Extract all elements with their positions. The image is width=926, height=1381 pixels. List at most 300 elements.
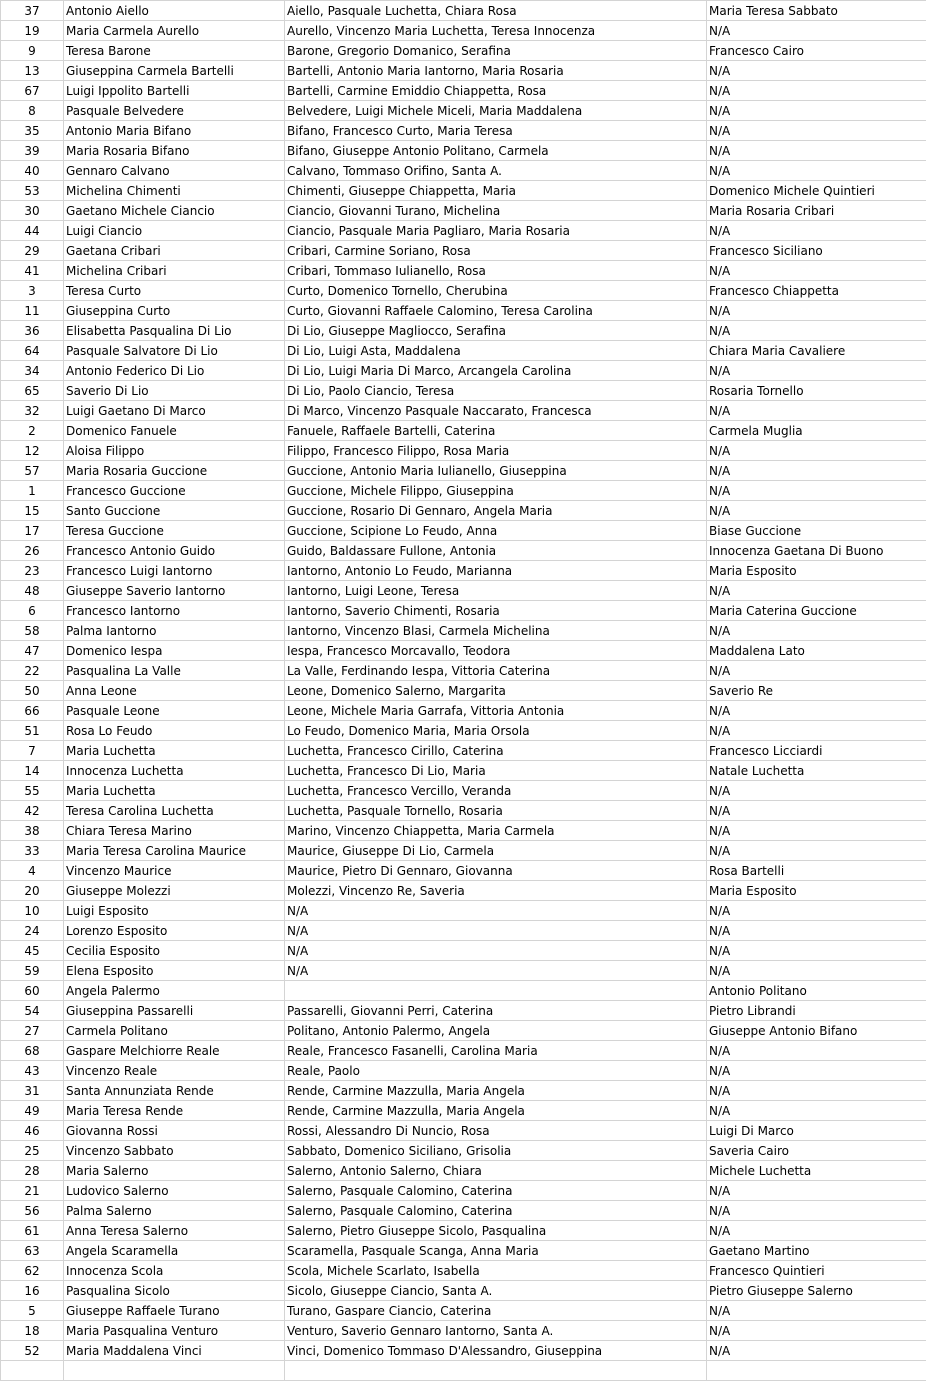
record-number-cell[interactable]: 64 (1, 341, 64, 361)
spouse-cell[interactable]: N/A (707, 401, 926, 421)
parents-cell[interactable]: Di Lio, Luigi Maria Di Marco, Arcangela Carolina (285, 361, 707, 381)
parents-cell[interactable]: Salerno, Pietro Giuseppe Sicolo, Pasqualina (285, 1221, 707, 1241)
spouse-cell[interactable]: N/A (707, 261, 926, 281)
table-row (1, 561, 926, 581)
person-name-cell[interactable]: Vincenzo Sabbato (64, 1141, 285, 1161)
table-row (1, 721, 926, 741)
spouse-cell[interactable]: Saverio Re (707, 681, 926, 701)
spouse-cell[interactable]: Francesco Licciardi (707, 741, 926, 761)
spouse-cell[interactable]: N/A (707, 101, 926, 121)
parents-cell[interactable]: Di Lio, Paolo Ciancio, Teresa (285, 381, 707, 401)
parents-cell[interactable]: Calvano, Tommaso Orifino, Santa A. (285, 161, 707, 181)
person-name-cell[interactable]: Maria Rosaria Guccione (64, 461, 285, 481)
parents-cell[interactable]: Leone, Michele Maria Garrafa, Vittoria Antonia (285, 701, 707, 721)
spouse-cell[interactable]: N/A (707, 501, 926, 521)
person-name-cell[interactable]: Pasquale Belvedere (64, 101, 285, 121)
parents-cell[interactable]: Bartelli, Carmine Emiddio Chiappetta, Rosa (285, 81, 707, 101)
parents-cell[interactable]: La Valle, Ferdinando Iespa, Vittoria Caterina (285, 661, 707, 681)
table-row (1, 521, 926, 541)
person-name-cell[interactable]: Giuseppina Curto (64, 301, 285, 321)
parents-cell[interactable]: Di Lio, Giuseppe Magliocco, Serafina (285, 321, 707, 341)
record-number-cell[interactable]: 1 (1, 481, 64, 501)
parents-cell[interactable]: Di Marco, Vincenzo Pasquale Naccarato, Francesca (285, 401, 707, 421)
table-row (1, 181, 926, 201)
parents-cell[interactable]: Iespa, Francesco Morcavallo, Teodora (285, 641, 707, 661)
record-number-cell[interactable]: 12 (1, 441, 64, 461)
person-name-cell[interactable]: Giovanna Rossi (64, 1121, 285, 1141)
table-row (1, 401, 926, 421)
spouse-cell[interactable]: N/A (707, 661, 926, 681)
person-name-cell[interactable]: Francesco Guccione (64, 481, 285, 501)
parents-cell[interactable]: Bifano, Francesco Curto, Maria Teresa (285, 121, 707, 141)
parents-cell[interactable]: Iantorno, Vincenzo Blasi, Carmela Michelina (285, 621, 707, 641)
record-number-cell[interactable]: 60 (1, 981, 64, 1001)
spouse-cell[interactable]: N/A (707, 961, 926, 981)
parents-cell[interactable]: Aiello, Pasquale Luchetta, Chiara Rosa (285, 1, 707, 21)
person-name-cell[interactable]: Teresa Barone (64, 41, 285, 61)
spouse-cell[interactable]: N/A (707, 1201, 926, 1221)
person-name-cell[interactable]: Carmela Politano (64, 1021, 285, 1041)
person-name-cell[interactable]: Giuseppina Passarelli (64, 1001, 285, 1021)
person-name-cell[interactable]: Antonio Federico Di Lio (64, 361, 285, 381)
table-row (1, 1261, 926, 1281)
record-number-cell[interactable]: 23 (1, 561, 64, 581)
person-name-cell[interactable]: Maria Maddalena Vinci (64, 1341, 285, 1361)
person-name-cell[interactable]: Francesco Antonio Guido (64, 541, 285, 561)
table-row (1, 221, 926, 241)
person-name-cell[interactable]: Vincenzo Reale (64, 1061, 285, 1081)
parents-cell[interactable]: Rende, Carmine Mazzulla, Maria Angela (285, 1081, 707, 1101)
table-row (1, 981, 926, 1001)
person-name-cell[interactable]: Gaetano Michele Ciancio (64, 201, 285, 221)
record-number-cell[interactable]: 67 (1, 81, 64, 101)
spouse-cell[interactable]: Innocenza Gaetana Di Buono (707, 541, 926, 561)
spouse-cell[interactable]: Chiara Maria Cavaliere (707, 341, 926, 361)
spouse-cell[interactable]: N/A (707, 1181, 926, 1201)
spouse-cell[interactable]: Francesco Cairo (707, 41, 926, 61)
parents-cell[interactable]: Guccione, Rosario Di Gennaro, Angela Maria (285, 501, 707, 521)
record-number-cell[interactable]: 50 (1, 681, 64, 701)
person-name-cell[interactable]: Maria Luchetta (64, 741, 285, 761)
parents-cell[interactable]: Sicolo, Giuseppe Ciancio, Santa A. (285, 1281, 707, 1301)
record-number-cell[interactable]: 42 (1, 801, 64, 821)
spouse-cell[interactable]: Rosaria Tornello (707, 381, 926, 401)
person-name-cell[interactable]: Innocenza Scola (64, 1261, 285, 1281)
spouse-cell[interactable]: Maria Esposito (707, 881, 926, 901)
person-name-cell[interactable]: Maria Salerno (64, 1161, 285, 1181)
parents-cell[interactable]: Rende, Carmine Mazzulla, Maria Angela (285, 1101, 707, 1121)
person-name-cell[interactable]: Chiara Teresa Marino (64, 821, 285, 841)
person-name-cell[interactable]: Domenico Iespa (64, 641, 285, 661)
person-name-cell[interactable]: Angela Palermo (64, 981, 285, 1001)
person-name-cell[interactable]: Luigi Ciancio (64, 221, 285, 241)
parents-cell[interactable]: Politano, Antonio Palermo, Angela (285, 1021, 707, 1041)
parents-cell[interactable]: Bartelli, Antonio Maria Iantorno, Maria Rosaria (285, 61, 707, 81)
record-number-cell[interactable]: 4 (1, 861, 64, 881)
parents-cell[interactable]: Belvedere, Luigi Michele Miceli, Maria Maddalena (285, 101, 707, 121)
parents-cell[interactable]: Luchetta, Pasquale Tornello, Rosaria (285, 801, 707, 821)
parents-cell[interactable]: Salerno, Pasquale Calomino, Caterina (285, 1201, 707, 1221)
record-number-cell[interactable]: 62 (1, 1261, 64, 1281)
record-number-cell[interactable]: 28 (1, 1161, 64, 1181)
spouse-cell[interactable]: Michele Luchetta (707, 1161, 926, 1181)
spouse-cell[interactable]: Maria Rosaria Cribari (707, 201, 926, 221)
record-number-cell[interactable]: 27 (1, 1021, 64, 1041)
table-row (1, 881, 926, 901)
spouse-cell[interactable]: N/A (707, 801, 926, 821)
record-number-cell[interactable]: 14 (1, 761, 64, 781)
person-name-cell[interactable]: Saverio Di Lio (64, 381, 285, 401)
parents-cell[interactable]: Guccione, Scipione Lo Feudo, Anna (285, 521, 707, 541)
person-name-cell[interactable]: Luigi Esposito (64, 901, 285, 921)
spouse-cell[interactable]: Saveria Cairo (707, 1141, 926, 1161)
person-name-cell[interactable]: Francesco Iantorno (64, 601, 285, 621)
parents-cell[interactable]: Maurice, Giuseppe Di Lio, Carmela (285, 841, 707, 861)
spouse-cell[interactable]: Carmela Muglia (707, 421, 926, 441)
parents-cell[interactable]: Rossi, Alessandro Di Nuncio, Rosa (285, 1121, 707, 1141)
record-number-cell[interactable]: 47 (1, 641, 64, 661)
record-number-cell[interactable]: 37 (1, 1, 64, 21)
spouse-cell[interactable]: N/A (707, 1041, 926, 1061)
spouse-cell[interactable]: N/A (707, 621, 926, 641)
record-number-cell[interactable]: 30 (1, 201, 64, 221)
person-name-cell[interactable]: Maria Carmela Aurello (64, 21, 285, 41)
parents-cell[interactable]: Vinci, Domenico Tommaso D'Alessandro, Giuseppina (285, 1341, 707, 1361)
person-name-cell[interactable]: Pasquale Salvatore Di Lio (64, 341, 285, 361)
record-number-cell[interactable] (1, 1361, 64, 1381)
table-row (1, 241, 926, 261)
record-number-cell[interactable]: 26 (1, 541, 64, 561)
spouse-cell[interactable]: N/A (707, 61, 926, 81)
person-name-cell[interactable] (64, 1361, 285, 1381)
parents-cell[interactable] (285, 981, 707, 1001)
spouse-cell[interactable]: N/A (707, 841, 926, 861)
parents-cell[interactable]: Aurello, Vincenzo Maria Luchetta, Teresa Innocenza (285, 21, 707, 41)
person-name-cell[interactable]: Giuseppe Raffaele Turano (64, 1301, 285, 1321)
record-number-cell[interactable]: 68 (1, 1041, 64, 1061)
person-name-cell[interactable]: Palma Salerno (64, 1201, 285, 1221)
spouse-cell[interactable]: N/A (707, 1221, 926, 1241)
person-name-cell[interactable]: Luigi Gaetano Di Marco (64, 401, 285, 421)
table-row (1, 661, 926, 681)
person-name-cell[interactable]: Maria Luchetta (64, 781, 285, 801)
record-number-cell[interactable]: 16 (1, 1281, 64, 1301)
parents-cell[interactable]: Fanuele, Raffaele Bartelli, Caterina (285, 421, 707, 441)
parents-cell[interactable] (285, 1361, 707, 1381)
spouse-cell[interactable]: Domenico Michele Quintieri (707, 181, 926, 201)
record-number-cell[interactable]: 33 (1, 841, 64, 861)
table-row (1, 1161, 926, 1181)
person-name-cell[interactable]: Maria Pasqualina Venturo (64, 1321, 285, 1341)
spouse-cell[interactable]: N/A (707, 1101, 926, 1121)
record-number-cell[interactable]: 57 (1, 461, 64, 481)
record-number-cell[interactable]: 6 (1, 601, 64, 621)
parents-cell[interactable]: Marino, Vincenzo Chiappetta, Maria Carmela (285, 821, 707, 841)
record-number-cell[interactable]: 22 (1, 661, 64, 681)
person-name-cell[interactable]: Antonio Maria Bifano (64, 121, 285, 141)
parents-cell[interactable]: N/A (285, 921, 707, 941)
record-number-cell[interactable]: 17 (1, 521, 64, 541)
table-row (1, 741, 926, 761)
record-number-cell[interactable]: 48 (1, 581, 64, 601)
spouse-cell[interactable]: N/A (707, 481, 926, 501)
parents-cell[interactable]: Reale, Paolo (285, 1061, 707, 1081)
person-name-cell[interactable]: Giuseppe Molezzi (64, 881, 285, 901)
parents-cell[interactable]: Ciancio, Pasquale Maria Pagliaro, Maria Rosaria (285, 221, 707, 241)
parents-cell[interactable]: N/A (285, 941, 707, 961)
record-number-cell[interactable]: 65 (1, 381, 64, 401)
person-name-cell[interactable]: Elisabetta Pasqualina Di Lio (64, 321, 285, 341)
record-number-cell[interactable]: 31 (1, 1081, 64, 1101)
table-row (1, 1181, 926, 1201)
record-number-cell[interactable]: 25 (1, 1141, 64, 1161)
record-number-cell[interactable]: 40 (1, 161, 64, 181)
parents-cell[interactable]: Leone, Domenico Salerno, Margarita (285, 681, 707, 701)
record-number-cell[interactable]: 38 (1, 821, 64, 841)
spouse-cell[interactable]: N/A (707, 1301, 926, 1321)
parents-cell[interactable]: Turano, Gaspare Ciancio, Caterina (285, 1301, 707, 1321)
person-name-cell[interactable]: Maria Teresa Rende (64, 1101, 285, 1121)
spouse-cell[interactable]: Rosa Bartelli (707, 861, 926, 881)
person-name-cell[interactable]: Anna Teresa Salerno (64, 1221, 285, 1241)
table-row (1, 461, 926, 481)
table-row (1, 701, 926, 721)
table-row (1, 601, 926, 621)
parents-cell[interactable]: N/A (285, 901, 707, 921)
parents-cell[interactable]: Iantorno, Luigi Leone, Teresa (285, 581, 707, 601)
parents-cell[interactable]: Passarelli, Giovanni Perri, Caterina (285, 1001, 707, 1021)
spouse-cell[interactable]: Maddalena Lato (707, 641, 926, 661)
spouse-cell[interactable]: N/A (707, 221, 926, 241)
person-name-cell[interactable]: Pasqualina Sicolo (64, 1281, 285, 1301)
spouse-cell[interactable]: N/A (707, 901, 926, 921)
person-name-cell[interactable]: Pasqualina La Valle (64, 661, 285, 681)
parents-cell[interactable]: Curto, Domenico Tornello, Cherubina (285, 281, 707, 301)
parents-cell[interactable]: Sabbato, Domenico Siciliano, Grisolia (285, 1141, 707, 1161)
table-row (1, 921, 926, 941)
person-name-cell[interactable]: Luigi Ippolito Bartelli (64, 81, 285, 101)
spouse-cell[interactable]: N/A (707, 461, 926, 481)
person-name-cell[interactable]: Michelina Chimenti (64, 181, 285, 201)
parents-cell[interactable]: Cribari, Tommaso Iulianello, Rosa (285, 261, 707, 281)
spouse-cell[interactable]: N/A (707, 361, 926, 381)
spouse-cell[interactable]: N/A (707, 1341, 926, 1361)
parents-cell[interactable]: Curto, Giovanni Raffaele Calomino, Teresa Carolina (285, 301, 707, 321)
parents-cell[interactable]: Bifano, Giuseppe Antonio Politano, Carmela (285, 141, 707, 161)
table-row (1, 1101, 926, 1121)
parents-cell[interactable]: Scola, Michele Scarlato, Isabella (285, 1261, 707, 1281)
parents-cell[interactable]: Reale, Francesco Fasanelli, Carolina Maria (285, 1041, 707, 1061)
spouse-cell[interactable]: N/A (707, 321, 926, 341)
person-name-cell[interactable]: Domenico Fanuele (64, 421, 285, 441)
spouse-cell[interactable]: Maria Esposito (707, 561, 926, 581)
record-number-cell[interactable]: 19 (1, 21, 64, 41)
record-number-cell[interactable]: 54 (1, 1001, 64, 1021)
spouse-cell[interactable]: N/A (707, 1061, 926, 1081)
record-number-cell[interactable]: 58 (1, 621, 64, 641)
person-name-cell[interactable]: Giuseppina Carmela Bartelli (64, 61, 285, 81)
record-number-cell[interactable]: 36 (1, 321, 64, 341)
record-number-cell[interactable]: 29 (1, 241, 64, 261)
record-number-cell[interactable]: 34 (1, 361, 64, 381)
spouse-cell[interactable]: N/A (707, 941, 926, 961)
person-name-cell[interactable]: Elena Esposito (64, 961, 285, 981)
person-name-cell[interactable]: Teresa Guccione (64, 521, 285, 541)
spouse-cell[interactable]: Antonio Politano (707, 981, 926, 1001)
parents-cell[interactable]: Guido, Baldassare Fullone, Antonia (285, 541, 707, 561)
person-name-cell[interactable]: Gaetana Cribari (64, 241, 285, 261)
record-number-cell[interactable]: 20 (1, 881, 64, 901)
record-number-cell[interactable]: 7 (1, 741, 64, 761)
record-number-cell[interactable]: 53 (1, 181, 64, 201)
record-number-cell[interactable]: 63 (1, 1241, 64, 1261)
parents-cell[interactable]: Luchetta, Francesco Cirillo, Caterina (285, 741, 707, 761)
record-number-cell[interactable]: 55 (1, 781, 64, 801)
parents-cell[interactable]: Guccione, Antonio Maria Iulianello, Giuseppina (285, 461, 707, 481)
spouse-cell[interactable]: Maria Teresa Sabbato (707, 1, 926, 21)
spouse-cell[interactable]: Pietro Librandi (707, 1001, 926, 1021)
parents-cell[interactable]: Guccione, Michele Filippo, Giuseppina (285, 481, 707, 501)
person-name-cell[interactable]: Angela Scaramella (64, 1241, 285, 1261)
person-name-cell[interactable]: Gennaro Calvano (64, 161, 285, 181)
record-number-cell[interactable]: 32 (1, 401, 64, 421)
person-name-cell[interactable]: Maria Teresa Carolina Maurice (64, 841, 285, 861)
table-row (1, 61, 926, 81)
person-name-cell[interactable]: Santa Annunziata Rende (64, 1081, 285, 1101)
record-number-cell[interactable]: 13 (1, 61, 64, 81)
spouse-cell[interactable] (707, 1361, 926, 1381)
parents-cell[interactable]: Ciancio, Giovanni Turano, Michelina (285, 201, 707, 221)
table-row (1, 161, 926, 181)
spouse-cell[interactable]: Biase Guccione (707, 521, 926, 541)
person-name-cell[interactable]: Anna Leone (64, 681, 285, 701)
record-number-cell[interactable]: 45 (1, 941, 64, 961)
spouse-cell[interactable]: N/A (707, 121, 926, 141)
parents-cell[interactable]: Barone, Gregorio Domanico, Serafina (285, 41, 707, 61)
record-number-cell[interactable]: 51 (1, 721, 64, 741)
spouse-cell[interactable]: Francesco Quintieri (707, 1261, 926, 1281)
person-name-cell[interactable]: Maria Rosaria Bifano (64, 141, 285, 161)
person-name-cell[interactable]: Teresa Curto (64, 281, 285, 301)
record-number-cell[interactable]: 39 (1, 141, 64, 161)
record-number-cell[interactable]: 44 (1, 221, 64, 241)
spouse-cell[interactable]: N/A (707, 721, 926, 741)
person-name-cell[interactable]: Francesco Luigi Iantorno (64, 561, 285, 581)
person-name-cell[interactable]: Michelina Cribari (64, 261, 285, 281)
person-name-cell[interactable]: Teresa Carolina Luchetta (64, 801, 285, 821)
parents-cell[interactable]: Scaramella, Pasquale Scanga, Anna Maria (285, 1241, 707, 1261)
parents-cell[interactable]: Luchetta, Francesco Vercillo, Veranda (285, 781, 707, 801)
record-number-cell[interactable]: 18 (1, 1321, 64, 1341)
record-number-cell[interactable]: 46 (1, 1121, 64, 1141)
spouse-cell[interactable]: Pietro Giuseppe Salerno (707, 1281, 926, 1301)
parents-cell[interactable]: Iantorno, Antonio Lo Feudo, Marianna (285, 561, 707, 581)
spouse-cell[interactable]: Gaetano Martino (707, 1241, 926, 1261)
record-number-cell[interactable]: 5 (1, 1301, 64, 1321)
spouse-cell[interactable]: N/A (707, 301, 926, 321)
record-number-cell[interactable]: 21 (1, 1181, 64, 1201)
person-name-cell[interactable]: Giuseppe Saverio Iantorno (64, 581, 285, 601)
record-number-cell[interactable]: 15 (1, 501, 64, 521)
table-row (1, 1001, 926, 1021)
record-number-cell[interactable]: 49 (1, 1101, 64, 1121)
spouse-cell[interactable]: Luigi Di Marco (707, 1121, 926, 1141)
person-name-cell[interactable]: Lorenzo Esposito (64, 921, 285, 941)
person-name-cell[interactable]: Pasquale Leone (64, 701, 285, 721)
record-number-cell[interactable]: 8 (1, 101, 64, 121)
person-name-cell[interactable]: Ludovico Salerno (64, 1181, 285, 1201)
spouse-cell[interactable]: Maria Caterina Guccione (707, 601, 926, 621)
record-number-cell[interactable]: 35 (1, 121, 64, 141)
person-name-cell[interactable]: Antonio Aiello (64, 1, 285, 21)
record-number-cell[interactable]: 9 (1, 41, 64, 61)
spouse-cell[interactable]: N/A (707, 701, 926, 721)
person-name-cell[interactable]: Cecilia Esposito (64, 941, 285, 961)
parents-cell[interactable]: Di Lio, Luigi Asta, Maddalena (285, 341, 707, 361)
record-number-cell[interactable]: 52 (1, 1341, 64, 1361)
table-row (1, 121, 926, 141)
person-name-cell[interactable]: Rosa Lo Feudo (64, 721, 285, 741)
parents-cell[interactable]: Maurice, Pietro Di Gennaro, Giovanna (285, 861, 707, 881)
record-number-cell[interactable]: 66 (1, 701, 64, 721)
table-row (1, 841, 926, 861)
record-number-cell[interactable]: 56 (1, 1201, 64, 1221)
parents-cell[interactable]: Molezzi, Vincenzo Re, Saveria (285, 881, 707, 901)
spouse-cell[interactable]: N/A (707, 1081, 926, 1101)
record-number-cell[interactable]: 3 (1, 281, 64, 301)
spouse-cell[interactable]: N/A (707, 921, 926, 941)
record-number-cell[interactable]: 43 (1, 1061, 64, 1081)
parents-cell[interactable]: Venturo, Saverio Gennaro Iantorno, Santa A. (285, 1321, 707, 1341)
spouse-cell[interactable]: Giuseppe Antonio Bifano (707, 1021, 926, 1041)
parents-cell[interactable]: Iantorno, Saverio Chimenti, Rosaria (285, 601, 707, 621)
record-number-cell[interactable]: 61 (1, 1221, 64, 1241)
spouse-cell[interactable]: Francesco Chiappetta (707, 281, 926, 301)
parents-cell[interactable]: Lo Feudo, Domenico Maria, Maria Orsola (285, 721, 707, 741)
spouse-cell[interactable]: N/A (707, 21, 926, 41)
record-number-cell[interactable]: 2 (1, 421, 64, 441)
parents-cell[interactable]: Chimenti, Giuseppe Chiappetta, Maria (285, 181, 707, 201)
person-name-cell[interactable]: Vincenzo Maurice (64, 861, 285, 881)
record-number-cell[interactable]: 59 (1, 961, 64, 981)
person-name-cell[interactable]: Gaspare Melchiorre Reale (64, 1041, 285, 1061)
person-name-cell[interactable]: Aloisa Filippo (64, 441, 285, 461)
spouse-cell[interactable]: N/A (707, 781, 926, 801)
parents-cell[interactable]: Cribari, Carmine Soriano, Rosa (285, 241, 707, 261)
person-name-cell[interactable]: Palma Iantorno (64, 621, 285, 641)
spouse-cell[interactable]: Francesco Siciliano (707, 241, 926, 261)
spouse-cell[interactable]: N/A (707, 581, 926, 601)
spouse-cell[interactable]: Natale Luchetta (707, 761, 926, 781)
spouse-cell[interactable]: N/A (707, 141, 926, 161)
person-name-cell[interactable]: Innocenza Luchetta (64, 761, 285, 781)
parents-cell[interactable]: Filippo, Francesco Filippo, Rosa Maria (285, 441, 707, 461)
spouse-cell[interactable]: N/A (707, 161, 926, 181)
spouse-cell[interactable]: N/A (707, 81, 926, 101)
record-number-cell[interactable]: 10 (1, 901, 64, 921)
parents-cell[interactable]: Salerno, Antonio Salerno, Chiara (285, 1161, 707, 1181)
record-number-cell[interactable]: 24 (1, 921, 64, 941)
spouse-cell[interactable]: N/A (707, 821, 926, 841)
parents-cell[interactable]: Luchetta, Francesco Di Lio, Maria (285, 761, 707, 781)
parents-cell[interactable]: N/A (285, 961, 707, 981)
spouse-cell[interactable]: N/A (707, 1321, 926, 1341)
parents-cell[interactable]: Salerno, Pasquale Calomino, Caterina (285, 1181, 707, 1201)
person-name-cell[interactable]: Santo Guccione (64, 501, 285, 521)
spouse-cell[interactable]: N/A (707, 441, 926, 461)
record-number-cell[interactable]: 41 (1, 261, 64, 281)
record-number-cell[interactable]: 11 (1, 301, 64, 321)
